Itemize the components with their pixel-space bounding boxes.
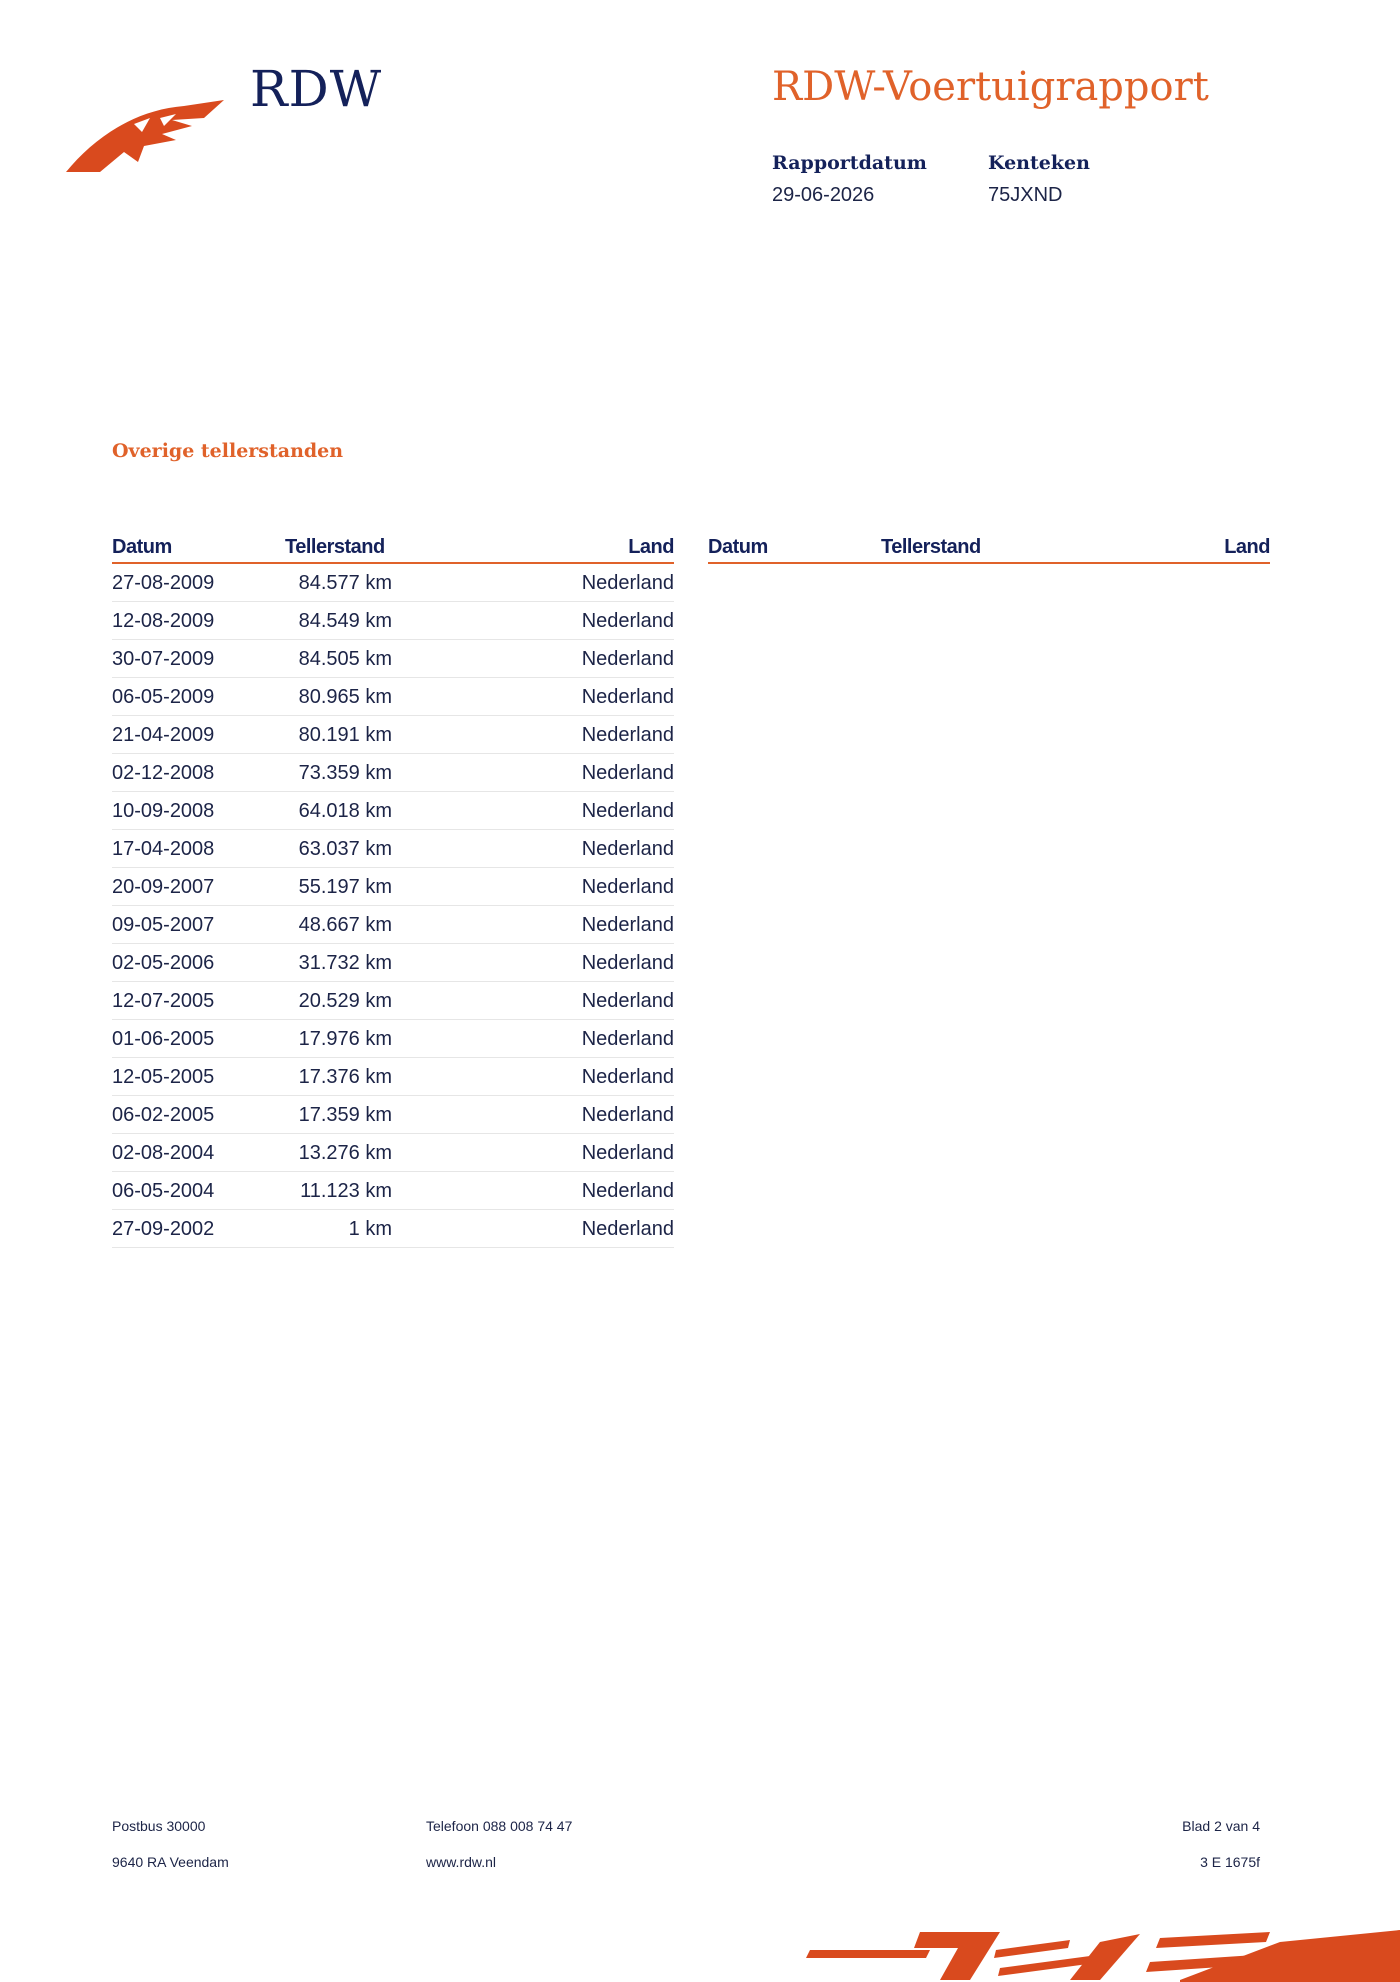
cell-land: Nederland [581,1218,674,1240]
cell-datum: 12-05-2005 [112,1066,215,1088]
cell-tellerstand: 73.359 km [298,762,392,784]
cell-datum: 27-08-2009 [112,572,215,594]
cell-tellerstand: 17.376 km [298,1066,392,1088]
table-row [112,1058,674,1096]
cell-tellerstand: 11.123 km [300,1180,392,1202]
cell-land: Nederland [581,1142,674,1164]
cell-tellerstand: 80.191 km [298,724,392,746]
table-row [112,792,674,830]
cell-tellerstand: 48.667 km [298,914,392,936]
cell-land: Nederland [581,648,674,670]
table-row [112,754,674,792]
kenteken-label: Kenteken [988,152,1090,174]
kenteken-value: 75JXND [988,184,1063,206]
footer-address-line1: Postbus 30000 [112,1818,206,1834]
table-row [112,906,674,944]
table-body [112,564,674,1248]
table-row [112,1134,674,1172]
cell-land: Nederland [581,686,674,708]
cell-tellerstand: 63.037 km [298,838,392,860]
cell-land: Nederland [581,952,674,974]
table-row [112,1020,674,1058]
table-row [112,830,674,868]
cell-datum: 06-02-2005 [112,1104,215,1126]
cell-tellerstand: 84.577 km [298,572,392,594]
table-row [112,1172,674,1210]
section-title: Overige tellerstanden [112,440,344,462]
rdw-wing-icon [64,88,234,178]
cell-datum: 27-09-2002 [112,1218,215,1240]
table-row [112,1210,674,1248]
cell-land: Nederland [581,876,674,898]
table-row [112,944,674,982]
column-header-tellerstand: Tellerstand [285,536,385,558]
cell-tellerstand: 55.197 km [298,876,392,898]
footer-website: www.rdw.nl [426,1854,497,1870]
odometer-table-left [112,534,674,1248]
cell-tellerstand: 20.529 km [298,990,392,1012]
cell-datum: 06-05-2009 [112,686,215,708]
cell-datum: 09-05-2007 [112,914,215,936]
cell-tellerstand: 80.965 km [298,686,392,708]
cell-datum: 06-05-2004 [112,1180,215,1202]
table-header [112,534,674,564]
cell-land: Nederland [581,838,674,860]
footer-page-number: Blad 2 van 4 [1182,1818,1260,1834]
cell-land: Nederland [581,724,674,746]
rapportdatum-label: Rapportdatum [772,152,927,174]
cell-land: Nederland [581,572,674,594]
cell-datum: 10-09-2008 [112,800,215,822]
footer-phone: Telefoon 088 008 74 47 [426,1818,573,1834]
cell-land: Nederland [581,800,674,822]
table-row [112,602,674,640]
cell-land: Nederland [581,990,674,1012]
cell-datum: 30-07-2009 [112,648,215,670]
cell-tellerstand: 64.018 km [298,800,392,822]
odometer-table-right [708,534,1270,564]
table-row [112,564,674,602]
table-row [112,640,674,678]
footer-address-line2: 9640 RA Veendam [112,1854,229,1870]
cell-tellerstand: 31.732 km [298,952,392,974]
rdw-logo [64,58,384,178]
cell-tellerstand: 84.549 km [298,610,392,632]
cell-datum: 21-04-2009 [112,724,215,746]
cell-land: Nederland [581,1180,674,1202]
cell-datum: 12-08-2009 [112,610,215,632]
column-header-datum: Datum [112,536,172,558]
decorative-stripes-icon [800,1922,1400,1982]
column-header-land: Land [628,536,674,558]
cell-datum: 02-05-2006 [112,952,215,974]
cell-datum: 17-04-2008 [112,838,215,860]
cell-tellerstand: 84.505 km [298,648,392,670]
cell-land: Nederland [581,914,674,936]
column-header-datum-right: Datum [708,536,768,558]
column-header-tellerstand-right: Tellerstand [881,536,981,558]
table-row [112,1096,674,1134]
cell-datum: 01-06-2005 [112,1028,215,1050]
cell-tellerstand: 1 km [348,1218,392,1240]
cell-datum: 12-07-2005 [112,990,215,1012]
cell-tellerstand: 17.976 km [298,1028,392,1050]
cell-land: Nederland [581,1066,674,1088]
cell-tellerstand: 17.359 km [298,1104,392,1126]
column-header-land-right: Land [1224,536,1270,558]
cell-datum: 02-12-2008 [112,762,215,784]
cell-datum: 20-09-2007 [112,876,215,898]
cell-land: Nederland [581,1028,674,1050]
table-header-right [708,534,1270,564]
table-row [112,678,674,716]
table-row [112,868,674,906]
cell-tellerstand: 13.276 km [298,1142,392,1164]
table-row [112,716,674,754]
logo-text: RDW [250,60,383,118]
table-row [112,982,674,1020]
cell-land: Nederland [581,1104,674,1126]
cell-datum: 02-08-2004 [112,1142,215,1164]
cell-land: Nederland [581,610,674,632]
rapportdatum-value: 29-06-2026 [772,184,875,206]
report-title: RDW-Voertuigrapport [772,64,1209,110]
footer-document-code: 3 E 1675f [1200,1854,1260,1870]
cell-land: Nederland [581,762,674,784]
